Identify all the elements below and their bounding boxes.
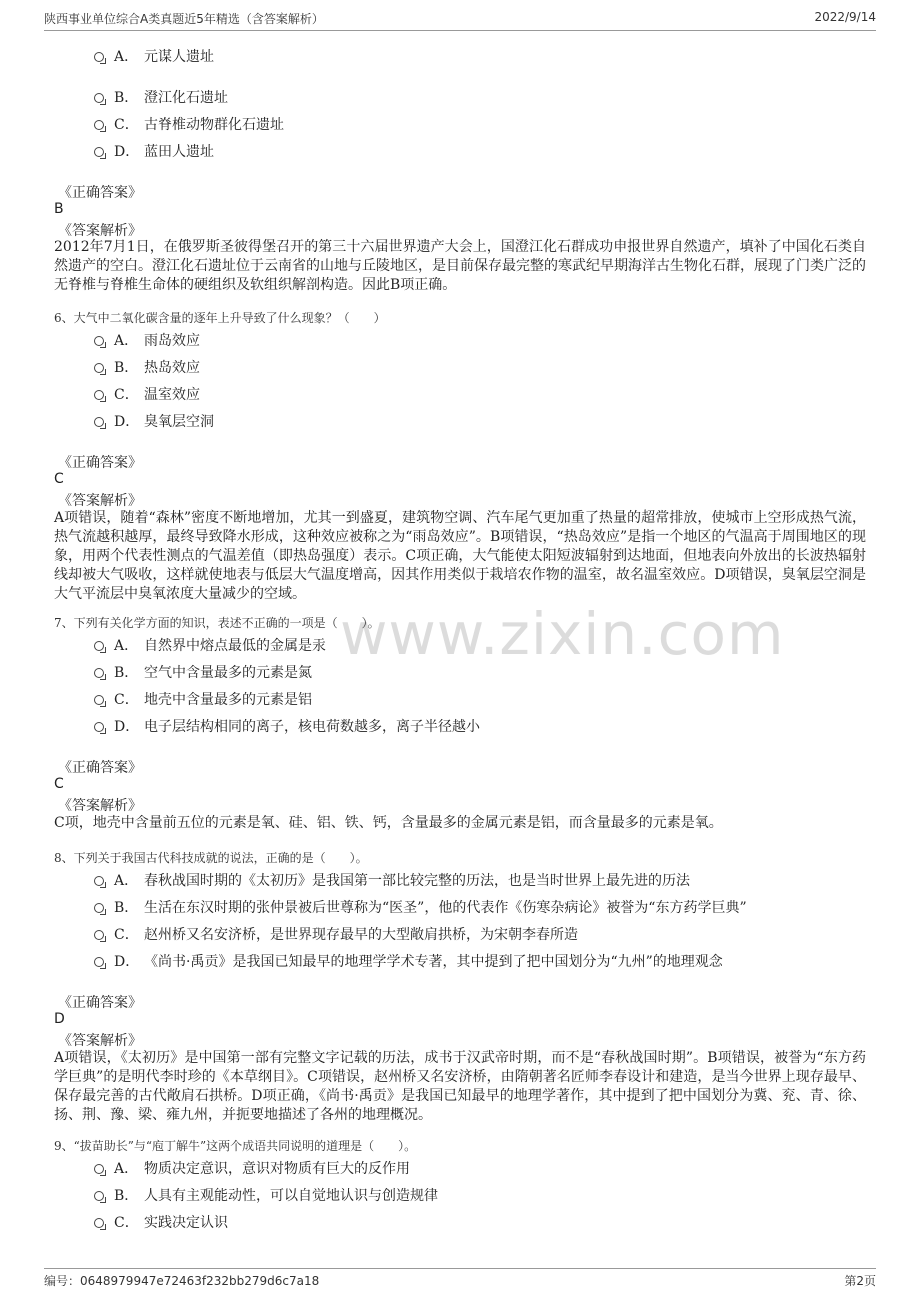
answer-value: D xyxy=(54,1011,65,1027)
radio-icon[interactable] xyxy=(94,930,104,940)
page-footer xyxy=(44,1272,876,1290)
question-9: 9、“拔苗助长”与“庖丁解牛”这两个成语共同说明的道理是（ ）。 xyxy=(54,1139,417,1153)
analysis-label: 《答案解析》 xyxy=(58,1033,142,1049)
radio-icon[interactable] xyxy=(94,147,104,157)
question-7: 7、下列有关化学方面的知识，表述不正确的一项是（ ）。 xyxy=(54,616,380,630)
analysis-text: A项错误，《太初历》是中国第一部有完整文字记载的历法，成书于汉武帝时期，而不是“春秋战国时期”。B项错误，被誉为“东方药学巨典”的是明代李时珍的《本草纲目》。C项错误，赵州桥又名安济桥，由隋朝著名匠师李春设计和建造，是当今世界上现存最早、保存最完善的古代敞肩石拱桥。D项正确，《尚书·禹贡》是我国已知最早的地理学著作，其中提到了把中国划分为冀、兖、青、徐、扬、荆、豫、梁、雍九州，并扼要地描述了各州的地理概况。 xyxy=(54,1050,866,1123)
radio-icon[interactable] xyxy=(94,120,104,130)
radio-icon[interactable] xyxy=(94,336,104,346)
radio-icon[interactable] xyxy=(94,52,104,62)
footer-rule xyxy=(44,1268,876,1269)
radio-icon[interactable] xyxy=(94,695,104,705)
document-code: 编号：0648979947e72463f232bb279d6c7a18 xyxy=(44,1274,320,1288)
watermark: www.zixin.com xyxy=(340,600,785,668)
radio-icon[interactable] xyxy=(94,903,104,913)
page-header xyxy=(44,10,876,28)
header-rule xyxy=(44,30,876,31)
radio-icon[interactable] xyxy=(94,957,104,967)
question-6: 6、大气中二氧化碳含量的逐年上升导致了什么现象？（ ） xyxy=(54,311,386,325)
radio-icon[interactable] xyxy=(94,363,104,373)
document-title: 陕西事业单位综合A类真题近5年精选（含答案解析） xyxy=(44,12,324,26)
answer-label: 《正确答案》 xyxy=(58,995,142,1011)
radio-icon[interactable] xyxy=(94,1164,104,1174)
radio-icon[interactable] xyxy=(94,1191,104,1201)
analysis-label: 《答案解析》 xyxy=(58,798,142,814)
analysis-label: 《答案解析》 xyxy=(58,493,142,509)
header-date: 2022/9/14 xyxy=(814,10,876,24)
radio-icon[interactable] xyxy=(94,390,104,400)
answer-label: 《正确答案》 xyxy=(58,455,142,471)
answer-label: 《正确答案》 xyxy=(58,185,142,201)
radio-icon[interactable] xyxy=(94,722,104,732)
radio-icon[interactable] xyxy=(94,641,104,651)
analysis-text: 2012年7月1日，在俄罗斯圣彼得堡召开的第三十六届世界遗产大会上，国澄江化石群成功申报世界自然遗产，填补了中国化石类自然遗产的空白。澄江化石遗址位于云南省的山地与丘陵地区，是目前保存最完整的寒武纪早期海洋古生物化石群，展现了门类广泛的无脊椎与脊椎生命体的硬组织及软组织解剖构造。因此B项正确。 xyxy=(54,239,866,293)
radio-icon[interactable] xyxy=(94,93,104,103)
page-number: 第2页 xyxy=(844,1274,876,1288)
radio-icon[interactable] xyxy=(94,876,104,886)
answer-value: B xyxy=(54,201,64,217)
analysis-text: C项，地壳中含量前五位的元素是氧、硅、铝、铁、钙，含量最多的金属元素是铝，而含量最多的元素是氧。 xyxy=(54,815,723,831)
radio-icon[interactable] xyxy=(94,1218,104,1228)
answer-value: C xyxy=(54,471,64,487)
question-8: 8、下列关于我国古代科技成就的说法，正确的是（ ）。 xyxy=(54,851,368,865)
analysis-text: A项错误，随着“森林”密度不断地增加，尤其一到盛夏，建筑物空调、汽车尾气更加重了热量的超常排放，使城市上空形成热气流，热气流越积越厚，最终导致降水形成，这种效应被称之为“雨岛效应”。B项错误，“热岛效应”是指一个地区的气温高于周围地区的现象，用两个代表性测点的气温差值（即热岛强度）表示。C项正确，大气能使太阳短波辐射到达地面，但地表向外放出的长波热辐射线却被大气吸收，这样就使地表与低层大气温度增高，因其作用类似于栽培农作物的温室，故名温室效应。D项错误，臭氧层空洞是大气平流层中臭氧浓度大量减少的空域。 xyxy=(54,510,866,602)
answer-label: 《正确答案》 xyxy=(58,760,142,776)
answer-value: C xyxy=(54,776,64,792)
radio-icon[interactable] xyxy=(94,668,104,678)
radio-icon[interactable] xyxy=(94,417,104,427)
analysis-label: 《答案解析》 xyxy=(58,223,142,239)
